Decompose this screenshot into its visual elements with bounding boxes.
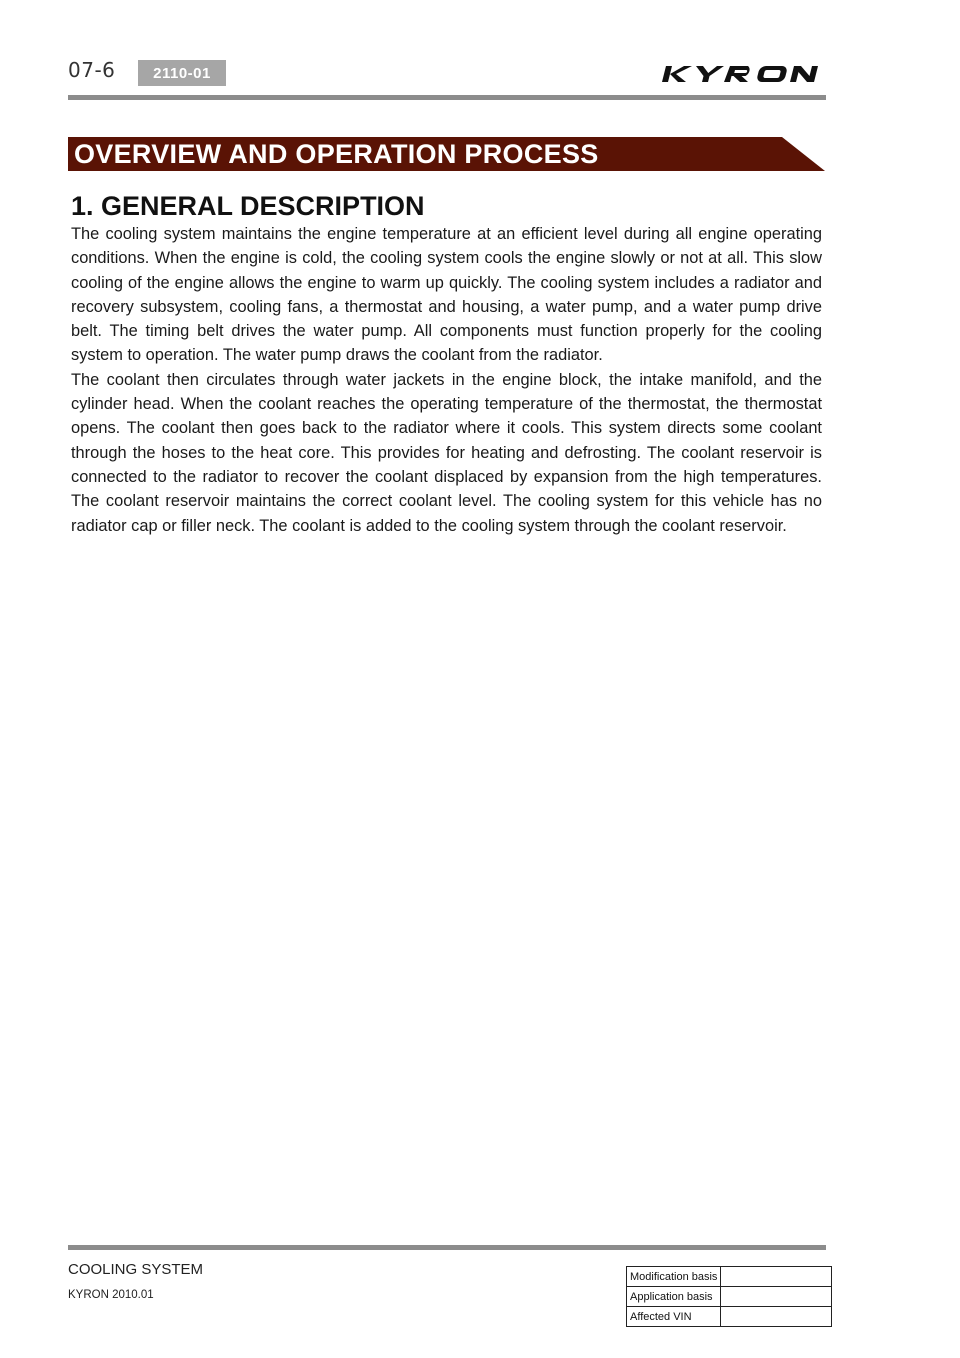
modification-basis-label: Modification basis [627,1267,721,1287]
footer-section-name: COOLING SYSTEM [68,1261,204,1278]
table-row [627,1267,832,1287]
modification-basis-value [721,1267,832,1287]
application-basis-value [721,1287,832,1307]
footer-document-id: KYRON 2010.01 [68,1289,154,1301]
application-basis-label: Application basis [627,1287,721,1307]
kyron-logo [655,62,827,86]
table-row [627,1307,832,1327]
table-row [627,1287,832,1307]
body-text [71,222,822,538]
paragraph-2: The coolant then circulates through water jackets in the engine block, the intake manifold, and the cylinder head. When the coolant reaches the operating temperature of the thermostat, the thermostat opens. The coolant then goes back to the radiator where it cools. This system directs some coolant through the hoses to the heat core. This provides for heating and defrosting. The coolant reservoir is connected to the radiator to recover the coolant displaced by expansion from the high temperatures. The coolant reservoir maintains the correct coolant level. The cooling system for this vehicle has no radiator cap or filler neck. The coolant is added to the cooling system through the coolant reservoir. [71,370,822,535]
banner-title: OVERVIEW AND OPERATION PROCESS [74,139,599,169]
affected-vin-label: Affected VIN [627,1307,721,1327]
paragraph-1: The cooling system maintains the engine temperature at an efficient level during all engine operating conditions. When the engine is cold, the cooling system cools the engine slowly or not at all. This slow cooling of the engine allows the engine to warm up quickly. The cooling system includes a radiator and recovery subsystem, cooling fans, a thermostat and housing, a water pump, and a water pump drive belt. The timing belt drives the water pump. All components must function properly for the cooling system to operation. The water pump draws the coolant from the radiator. [71,225,822,365]
section-title: 1. GENERAL DESCRIPTION [71,191,425,221]
footer-rule [68,1245,826,1250]
header-rule [68,95,826,100]
affected-vin-value [721,1307,832,1327]
page-number: 07-6 [68,58,116,82]
revision-info-table [626,1266,832,1327]
section-code-badge: 2110-01 [138,60,226,86]
section-banner [68,137,825,171]
